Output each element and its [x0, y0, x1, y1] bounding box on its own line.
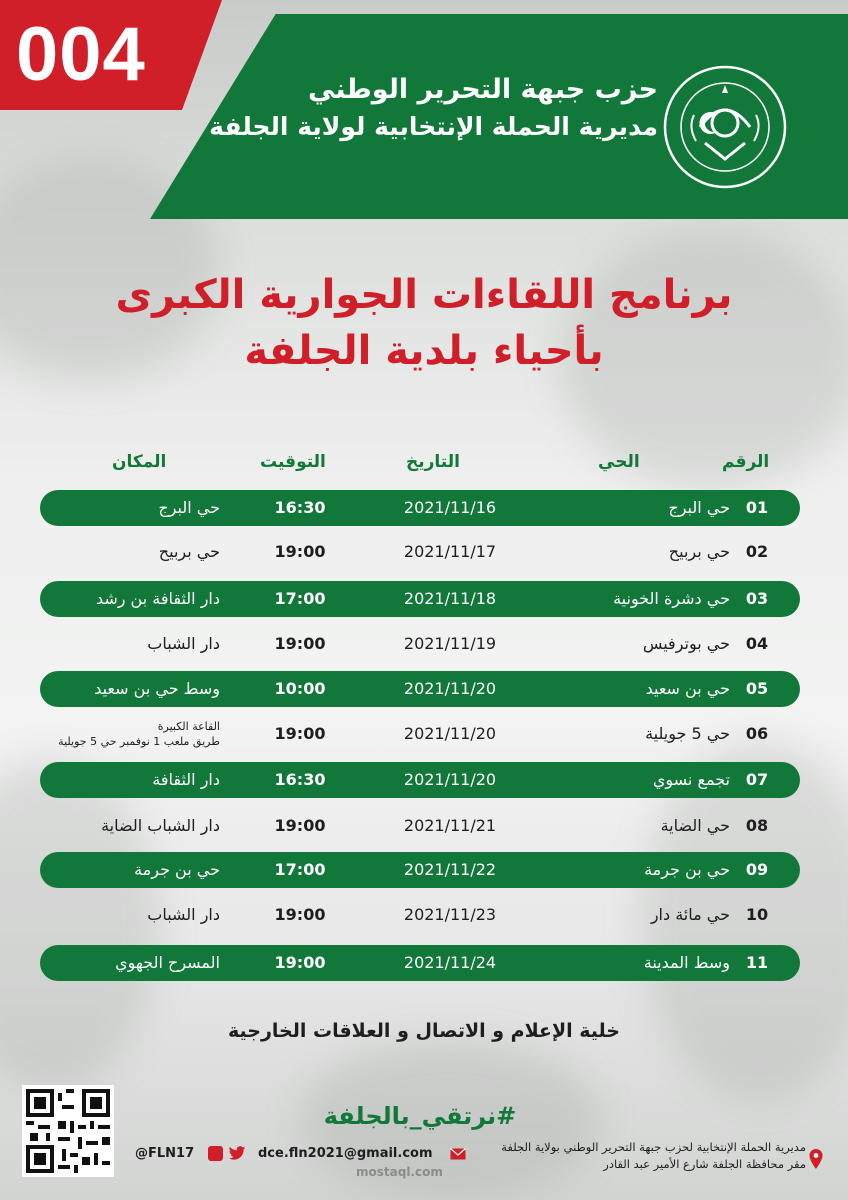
party-emblem-icon	[660, 55, 790, 210]
facebook-icon[interactable]	[208, 1146, 223, 1161]
row-date: 2021/11/17	[403, 542, 497, 561]
row-time: 16:30	[274, 770, 326, 789]
table-row	[40, 581, 800, 617]
row-date: 2021/11/21	[403, 816, 497, 835]
contact-email[interactable]: dce.fln2021@gmail.com	[258, 1146, 433, 1161]
row-district: تجمع نسوي	[652, 770, 730, 789]
row-place: دار الثقافة بن رشد	[95, 589, 220, 608]
program-subtitle: بأحياء بلدية الجلفة	[244, 328, 604, 374]
row-place: حي بن جرمة	[134, 860, 220, 879]
address-line-2: مقر محافظة الجلفة شارع الأمير عبد القادر	[603, 1157, 806, 1171]
row-district: حي الضاية	[660, 816, 730, 835]
row-district: حي بربيح	[668, 542, 730, 561]
row-date: 2021/11/20	[403, 770, 497, 789]
row-place-line1: القاعة الكبيرة	[157, 720, 220, 733]
row-number: 05	[745, 679, 769, 698]
table-row	[40, 945, 800, 981]
party-name: حزب جبهة التحرير الوطني	[308, 74, 658, 105]
column-header-date: التاريخ	[406, 452, 460, 472]
row-number: 07	[745, 770, 769, 789]
row-date: 2021/11/20	[403, 679, 497, 698]
row-place: دار الثقافة	[152, 770, 220, 789]
row-date: 2021/11/18	[403, 589, 497, 608]
row-place: المسرح الجهوي	[115, 953, 220, 972]
row-number: 03	[745, 589, 769, 608]
table-row	[40, 808, 800, 844]
row-district: حي 5 جويلية	[645, 724, 730, 743]
address-line-1: مديرية الحملة الإنتخابية لحزب جبهة التحرير الوطني بولاية الجلفة	[501, 1140, 806, 1154]
row-date: 2021/11/24	[403, 953, 497, 972]
row-time: 17:00	[274, 860, 326, 879]
twitter-icon[interactable]	[228, 1146, 246, 1161]
row-time: 19:00	[274, 905, 326, 924]
column-header-district: الحي	[598, 452, 640, 472]
row-number: 08	[745, 816, 769, 835]
row-date: 2021/11/20	[403, 724, 497, 743]
row-place: دار الشباب	[147, 634, 220, 653]
table-row	[40, 671, 800, 707]
table-row	[40, 716, 800, 752]
table-row	[40, 626, 800, 662]
row-district: حي دشرة الخونية	[613, 589, 730, 608]
row-time: 19:00	[274, 816, 326, 835]
media-unit-label: خلية الإعلام و الاتصال و العلاقات الخارجية	[227, 1020, 620, 1042]
row-time: 19:00	[274, 724, 326, 743]
table-row	[40, 897, 800, 933]
row-district: حي بن سعيد	[645, 679, 730, 698]
row-district: حي البرج	[668, 498, 730, 517]
row-date: 2021/11/22	[403, 860, 497, 879]
row-place: حي البرج	[158, 498, 220, 517]
row-number: 11	[745, 953, 769, 972]
row-place	[40, 716, 220, 752]
watermark: mostaql.com	[356, 1165, 443, 1179]
location-pin-icon	[808, 1149, 824, 1169]
row-date: 2021/11/23	[403, 905, 497, 924]
row-date: 2021/11/19	[403, 634, 497, 653]
row-district: وسط المدينة	[643, 953, 730, 972]
directorate-name: مديرية الحملة الإنتخابية لولاية الجلفة	[209, 112, 658, 141]
table-row	[40, 490, 800, 526]
row-time: 10:00	[274, 679, 326, 698]
campaign-hashtag: #نرتقي_بالجلفة	[323, 1102, 517, 1130]
qr-code-icon[interactable]	[22, 1085, 114, 1177]
poster-number: 004	[16, 12, 146, 97]
row-district: حي بوترفيس	[642, 634, 730, 653]
column-header-num: الرقم	[722, 452, 770, 472]
column-header-time: التوقيت	[260, 452, 326, 472]
row-number: 10	[745, 905, 769, 924]
row-time: 19:00	[274, 542, 326, 561]
program-title: برنامج اللقاءات الجوارية الكبرى	[115, 272, 733, 318]
row-time: 17:00	[274, 589, 326, 608]
row-time: 19:00	[274, 634, 326, 653]
row-place: حي بربيح	[158, 542, 220, 561]
row-number: 09	[745, 860, 769, 879]
row-district: حي بن جرمة	[644, 860, 730, 879]
social-handle[interactable]: @FLN17	[135, 1146, 195, 1161]
table-row	[40, 852, 800, 888]
column-header-place: المكان	[112, 452, 167, 472]
row-date: 2021/11/16	[403, 498, 497, 517]
row-number: 04	[745, 634, 769, 653]
row-place-line2: طريق ملعب 1 نوفمبر حي 5 جويلية	[58, 735, 220, 748]
row-number: 02	[745, 542, 769, 561]
row-district: حي مائة دار	[650, 905, 730, 924]
row-place: دار الشباب الضاية	[101, 816, 220, 835]
row-number: 01	[745, 498, 769, 517]
row-number: 06	[745, 724, 769, 743]
row-time: 16:30	[274, 498, 326, 517]
row-place: وسط حي بن سعيد	[94, 679, 220, 698]
table-row	[40, 762, 800, 798]
row-place: دار الشباب	[147, 905, 220, 924]
row-time: 19:00	[274, 953, 326, 972]
table-row	[40, 534, 800, 570]
